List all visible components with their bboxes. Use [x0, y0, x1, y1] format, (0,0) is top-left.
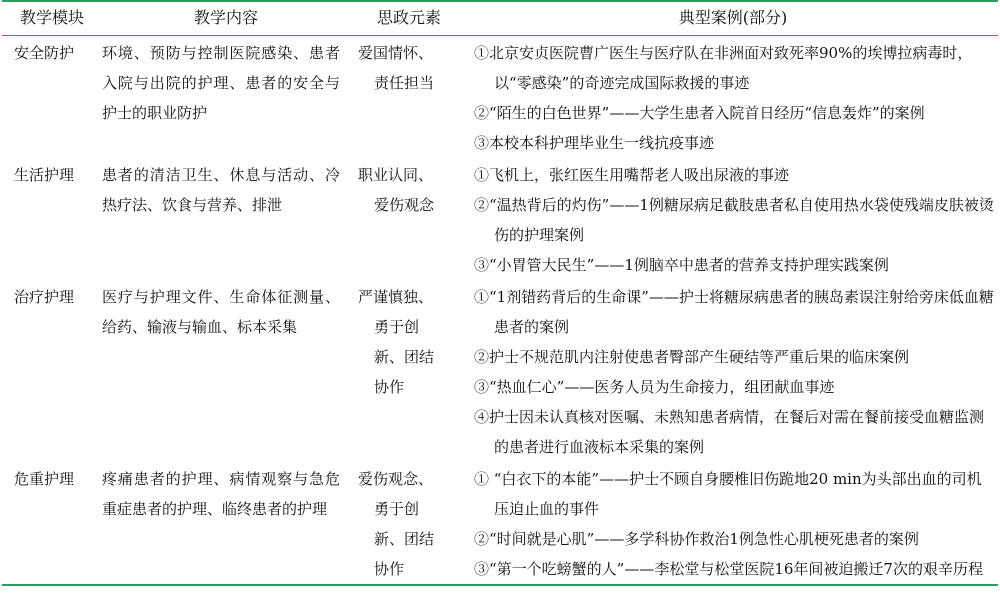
table-row	[2, 280, 998, 462]
header-elements: 思政元素	[350, 1, 468, 35]
content-cell: 环境、预防与控制医院感染、患者入院与出院的护理、患者的安全与护士的职业防护	[102, 43, 340, 122]
case-item: ③“热血仁心”——医务人员为生命接力，组团献血事迹	[474, 377, 835, 396]
header-module: 教学模块	[2, 1, 102, 35]
element-line: 协作	[374, 559, 405, 578]
cases-cell	[468, 158, 998, 280]
content-cell: 医疗与护理文件、生命体征测量、给药、输液与输血、标本采集	[102, 287, 340, 336]
element-line: 严谨慎独、	[358, 287, 434, 306]
case-item: ①飞机上，张红医生用嘴帮老人吸出尿液的事迹	[474, 165, 790, 184]
element-line: 新、团结	[374, 529, 435, 548]
element-line: 爱伤观念、	[358, 469, 434, 488]
element-line: 勇于创	[374, 317, 420, 336]
element-line: 协作	[374, 377, 405, 396]
curriculum-table	[2, 0, 998, 586]
cases-cell	[468, 462, 998, 585]
table-header-row	[2, 1, 998, 35]
element-line: 爱伤观念	[374, 195, 435, 214]
module-cell: 治疗护理	[14, 287, 75, 306]
case-item: ③本校本科护理毕业生一线抗疫事迹	[474, 133, 715, 152]
table-row	[2, 158, 998, 280]
case-item: ②护士不规范肌内注射使患者臀部产生硬结等严重后果的临床案例	[474, 347, 910, 366]
elements-cell	[350, 462, 468, 585]
header-cases: 典型案例(部分)	[468, 1, 998, 35]
table-row	[2, 462, 998, 585]
element-line: 勇于创	[374, 499, 420, 518]
case-item: ①“1剂错药背后的生命课”——护士将糖尿病患者的胰岛素误注射给旁床低血糖患者的案例	[474, 287, 994, 336]
cases-cell	[468, 280, 998, 462]
element-line: 新、团结	[374, 347, 435, 366]
case-item: ① “白衣下的本能”——护士不顾自身腰椎旧伤跪地20 min为头部出血的司机压迫止血的事件	[474, 469, 982, 518]
case-item: ③“小胃管大民生”——1例脑卒中患者的营养支持护理实践案例	[474, 255, 889, 274]
elements-cell	[350, 35, 468, 158]
module-cell: 生活护理	[14, 165, 75, 184]
elements-cell	[350, 158, 468, 280]
element-line: 职业认同、	[358, 165, 434, 184]
element-line: 责任担当	[374, 73, 435, 92]
content-cell: 患者的清洁卫生、休息与活动、冷热疗法、饮食与营养、排泄	[102, 165, 340, 214]
case-item: ④护士因未认真核对医嘱、未熟知患者病情，在餐后对需在餐前接受血糖监测的患者进行血液标本采集的案例	[474, 407, 985, 456]
table-row	[2, 35, 998, 158]
module-cell: 安全防护	[14, 43, 75, 62]
elements-cell	[350, 280, 468, 462]
cases-cell	[468, 35, 998, 158]
case-item: ③“第一个吃螃蟹的人”——李松堂与松堂医院16年间被迫搬迁7次的艰辛历程	[474, 559, 983, 578]
element-line: 爱国情怀、	[358, 43, 434, 62]
case-item: ①北京安贞医院曹广医生与医疗队在非洲面对致死率90%的埃博拉病毒时，以“零感染”的奇迹完成国际救援的事迹	[474, 43, 973, 92]
case-item: ②“温热背后的灼伤”——1例糖尿病足截肢患者私自使用热水袋使残端皮肤被烫伤的护理案例	[474, 195, 994, 244]
case-item: ②“陌生的白色世界”——大学生患者入院首日经历“信息轰炸”的案例	[474, 103, 925, 122]
content-cell: 疼痛患者的护理、病情观察与急危重症患者的护理、临终患者的护理	[102, 462, 350, 585]
module-cell: 危重护理	[2, 462, 102, 585]
header-content: 教学内容	[102, 1, 350, 35]
case-item: ②“时间就是心肌”——多学科协作救治1例急性心肌梗死患者的案例	[474, 529, 919, 548]
